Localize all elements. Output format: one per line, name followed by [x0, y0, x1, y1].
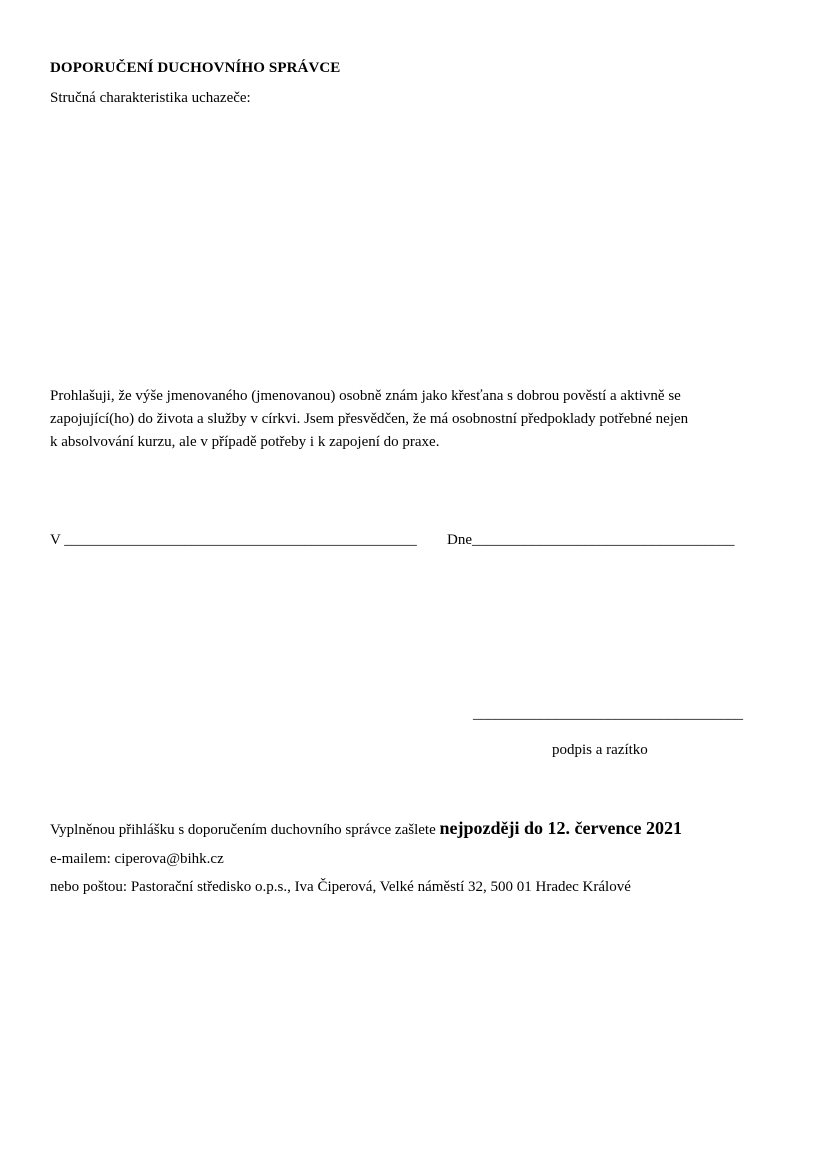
signature-label: podpis a razítko — [552, 742, 648, 758]
postal-address-line: nebo poštou: Pastorační středisko o.p.s., Iva Čiperová, Velké náměstí 32, 500 01 Hradec Králové — [50, 879, 631, 895]
deadline-text: nejpozději do 12. července 2021 — [439, 818, 682, 838]
date-field: Dne___________________________________ — [447, 532, 735, 548]
declaration-paragraph — [50, 385, 770, 454]
declaration-line: k absolvování kurzu, ale v případě potřeby i k zapojení do praxe. — [50, 434, 440, 450]
document-title: DOPORUČENÍ DUCHOVNÍHO SPRÁVCE — [50, 60, 341, 76]
instructions-text: Vyplněnou přihlášku s doporučením duchovního správce zašlete — [50, 822, 440, 838]
submission-instructions — [50, 818, 682, 839]
email-line: e-mailem: ciperova@bihk.cz — [50, 851, 224, 867]
signature-line: ____________________________________ — [473, 706, 743, 722]
place-field: V _______________________________________________ — [50, 532, 417, 548]
candidate-characteristic-label: Stručná charakteristika uchazeče: — [50, 90, 251, 106]
declaration-line: zapojující(ho) do života a služby v církvi. Jsem přesvědčen, že má osobnostní předpoklady potřebné nejen — [50, 411, 689, 427]
declaration-line: Prohlašuji, že výše jmenovaného (jmenovanou) osobně znám jako křesťana s dobrou pověstí a aktivně se — [50, 388, 681, 404]
